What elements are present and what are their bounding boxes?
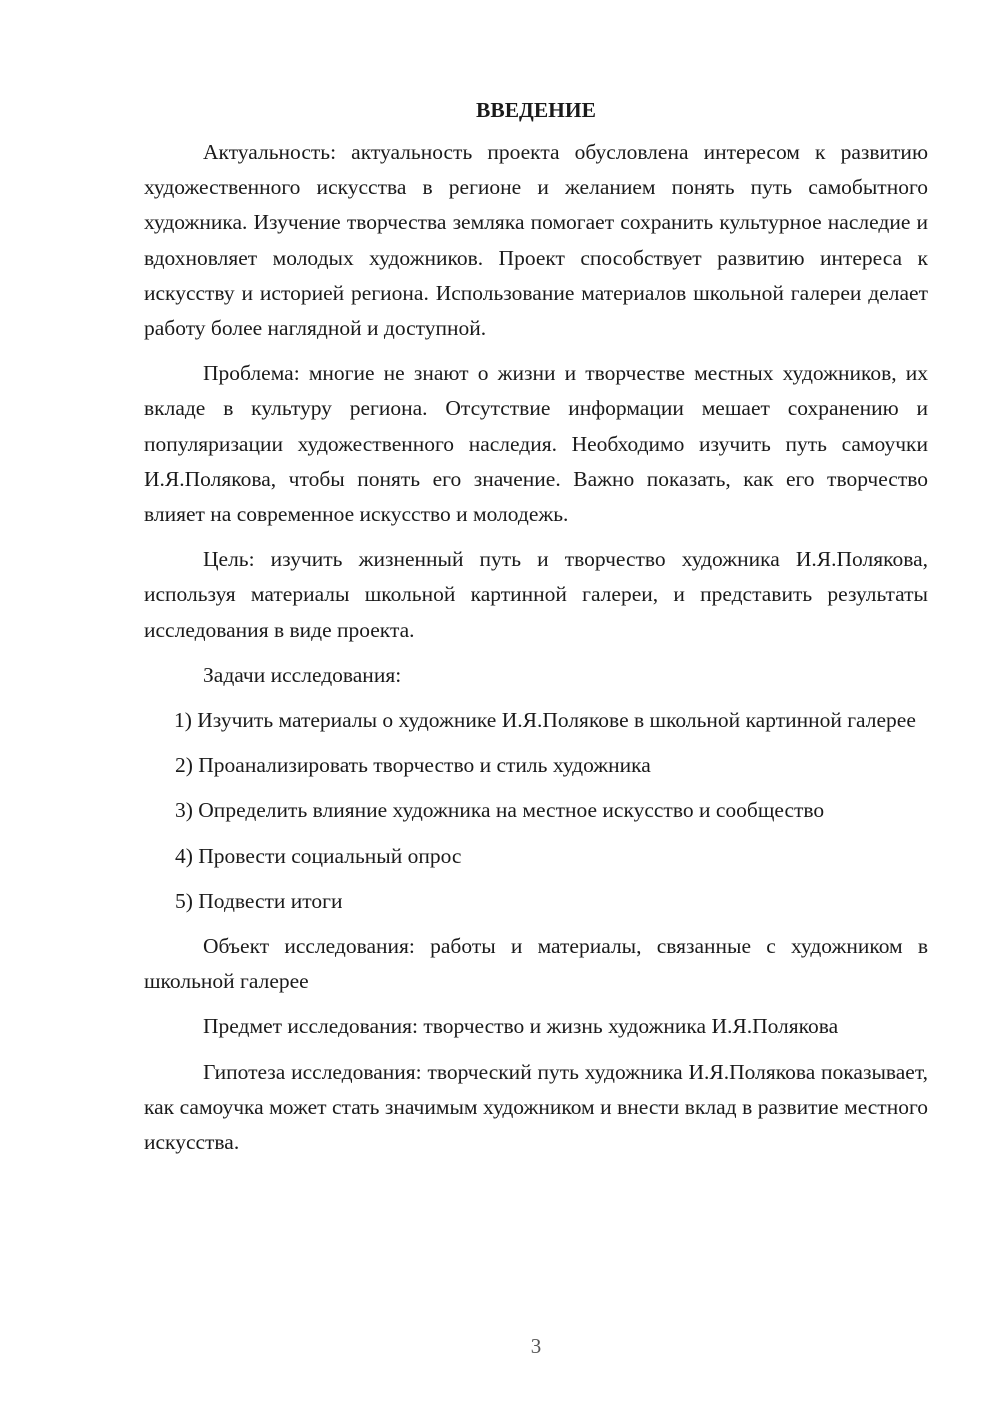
problem-paragraph: Проблема: многие не знают о жизни и творчестве местных художников, их вкладе в культуру региона. Отсутствие информации мешает сохранению и популяризации художественного наследия. Необходимо изучить путь самоучки И.Я.Полякова, чтобы понять его значение. Важно показать, как его творчество влияет на современное искусство и молодежь.: [144, 361, 928, 527]
document-title: ВВЕДЕНИЕ: [476, 98, 596, 122]
task-item-4: 4) Провести социальный опрос: [175, 843, 462, 868]
goal-paragraph: Цель: изучить жизненный путь и творчество художника И.Я.Полякова, используя материалы школьной картинной галереи, и представить результаты исследования в виде проекта.: [144, 547, 928, 642]
hypothesis-paragraph: Гипотеза исследования: творческий путь художника И.Я.Полякова показывает, как самоучка может стать значимым художником и внести вклад в развитие местного искусства.: [144, 1059, 928, 1155]
task-item-1: 1) Изучить материалы о художнике И.Я.Полякове в школьной картинной галерее: [174, 708, 916, 733]
subject-paragraph: Предмет исследования: творчество и жизнь художника И.Я.Полякова: [203, 1014, 839, 1039]
page-number: 3: [530, 1334, 542, 1358]
task-item-2: 2) Проанализировать творчество и стиль художника: [175, 753, 651, 778]
relevance-paragraph: Актуальность: актуальность проекта обусловлена интересом к развитию художественного искусства в регионе и желанием понять путь самобытного художника. Изучение творчества земляка помогает сохранить культурное наследие и вдохновляет молодых художников. Проект способствует развитию интереса к искусству и историей региона. Использование материалов школьной галереи делает работу более наглядной и доступной.: [144, 140, 928, 341]
tasks-heading: Задачи исследования:: [203, 662, 402, 687]
task-item-3: 3) Определить влияние художника на местное искусство и сообщество: [175, 798, 825, 823]
object-paragraph: Объект исследования: работы и материалы, связанные с художником в школьной галерее: [144, 934, 928, 994]
task-item-5: 5) Подвести итоги: [175, 888, 343, 913]
document-page: [144, 95, 928, 1170]
